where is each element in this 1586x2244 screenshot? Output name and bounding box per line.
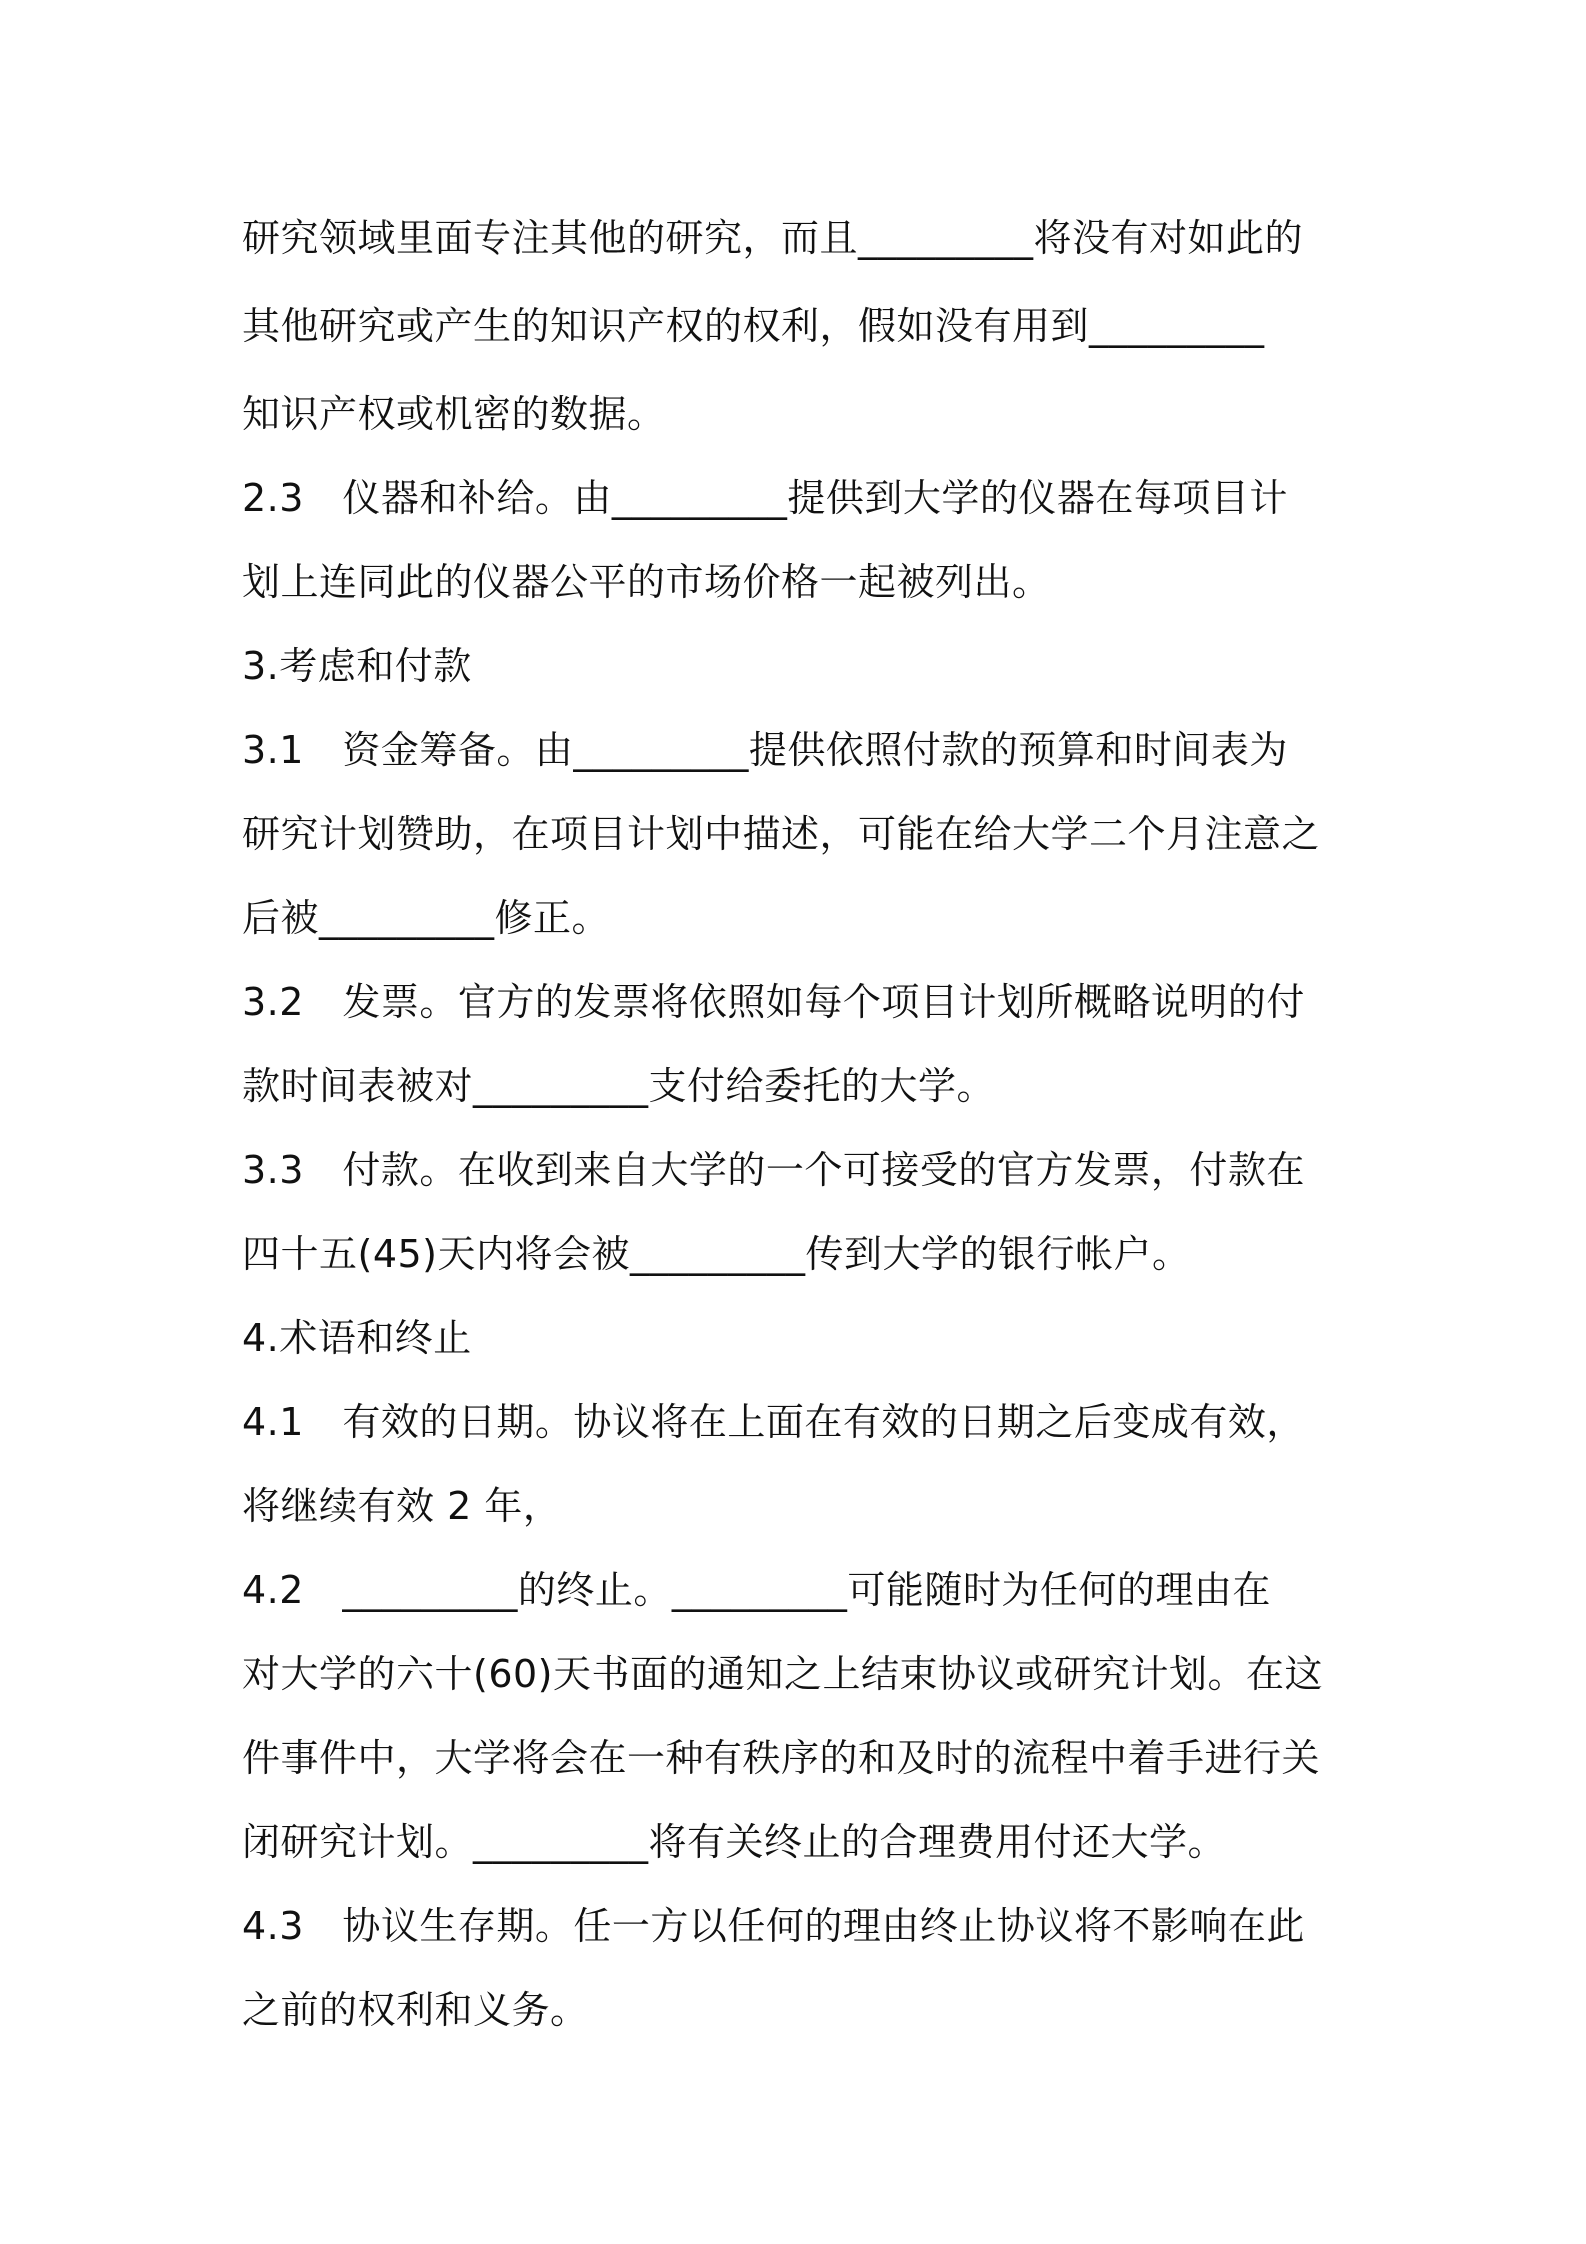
text-line: 后被_________修正。 bbox=[242, 896, 611, 940]
clause-4-2: 4.2 _________的终止。_________可能随时为任何的理由在 bbox=[242, 1568, 1271, 1612]
text-line: 知识产权或机密的数据。 bbox=[242, 392, 666, 436]
text-line: 件事件中，大学将会在一种有秩序的和及时的流程中着手进行关 bbox=[242, 1736, 1321, 1780]
clause-4-1: 4.1 有效的日期。协议将在上面在有效的日期之后变成有效， bbox=[242, 1400, 1305, 1444]
text-line: 其他研究或产生的知识产权的权利，假如没有用到_________ bbox=[242, 304, 1265, 348]
section-heading-3: 3.考虑和付款 bbox=[242, 644, 472, 688]
clause-3-2: 3.2 发票。官方的发票将依照如每个项目计划所概略说明的付 bbox=[242, 980, 1305, 1024]
text-line: 将继续有效 2 年， bbox=[242, 1484, 562, 1528]
text-line: 之前的权利和义务。 bbox=[242, 1988, 589, 2032]
text-line: 四十五(45)天内将会被_________传到大学的银行帐户。 bbox=[242, 1232, 1191, 1276]
text-line: 划上连同此的仪器公平的市场价格一起被列出。 bbox=[242, 560, 1051, 604]
clause-2-3: 2.3 仪器和补给。由_________提供到大学的仪器在每项目计 bbox=[242, 476, 1288, 520]
text-line: 闭研究计划。_________将有关终止的合理费用付还大学。 bbox=[242, 1820, 1227, 1864]
document-body bbox=[242, 196, 1358, 2052]
clause-3-3: 3.3 付款。在收到来自大学的一个可接受的官方发票，付款在 bbox=[242, 1148, 1305, 1192]
clause-4-3: 4.3 协议生存期。任一方以任何的理由终止协议将不影响在此 bbox=[242, 1904, 1305, 1948]
clause-3-1: 3.1 资金筹备。由_________提供依照付款的预算和时间表为 bbox=[242, 728, 1288, 772]
text-line: 研究领域里面专注其他的研究，而且_________将没有对如此的 bbox=[242, 216, 1304, 260]
section-heading-4: 4.术语和终止 bbox=[242, 1316, 472, 1360]
text-line: 研究计划赞助，在项目计划中描述，可能在给大学二个月注意之 bbox=[242, 812, 1321, 856]
text-line: 对大学的六十(60)天书面的通知之上结束协议或研究计划。在这 bbox=[242, 1652, 1324, 1696]
text-line: 款时间表被对_________支付给委托的大学。 bbox=[242, 1064, 996, 1108]
